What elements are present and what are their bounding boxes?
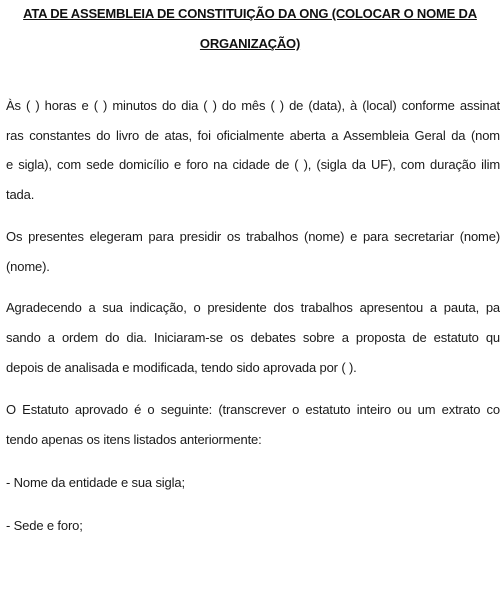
document-title-line-2: ORGANIZAÇÃO) <box>199 36 301 51</box>
paragraph-line: sando a ordem do dia. Iniciaram-se os debates sobre a proposta de estatuto qu <box>6 330 500 345</box>
list-item: - Nome da entidade e sua sigla; <box>6 475 185 490</box>
paragraph-line: Os presentes elegeram para presidir os trabalhos (nome) e para secretariar (nome) <box>6 229 500 244</box>
paragraph-line: Às ( ) horas e ( ) minutos do dia ( ) do mês ( ) de (data), à (local) conforme assinat <box>6 98 500 113</box>
paragraph-line: tada. <box>6 187 35 202</box>
paragraph-line: (nome). <box>6 259 50 274</box>
paragraph-line: O Estatuto aprovado é o seguinte: (transcrever o estatuto inteiro ou um extrato co <box>6 402 500 417</box>
document-title-line-1: ATA DE ASSEMBLEIA DE CONSTITUIÇÃO DA ONG (COLOCAR O NOME DA <box>23 6 477 21</box>
paragraph-line: depois de analisada e modificada, tendo sido aprovada por ( ). <box>6 360 357 375</box>
paragraph-line: ras constantes do livro de atas, foi oficialmente aberta a Assembleia Geral da (nom <box>6 128 500 143</box>
paragraph-line: tendo apenas os itens listados anteriormente: <box>6 432 262 447</box>
paragraph-line: Agradecendo a sua indicação, o presidente dos trabalhos apresentou a pauta, pa <box>6 300 500 315</box>
paragraph-line: e sigla), com sede domicílio e foro na cidade de ( ), (sigla da UF), com duração ilim <box>6 157 500 172</box>
list-item: - Sede e foro; <box>6 518 83 533</box>
